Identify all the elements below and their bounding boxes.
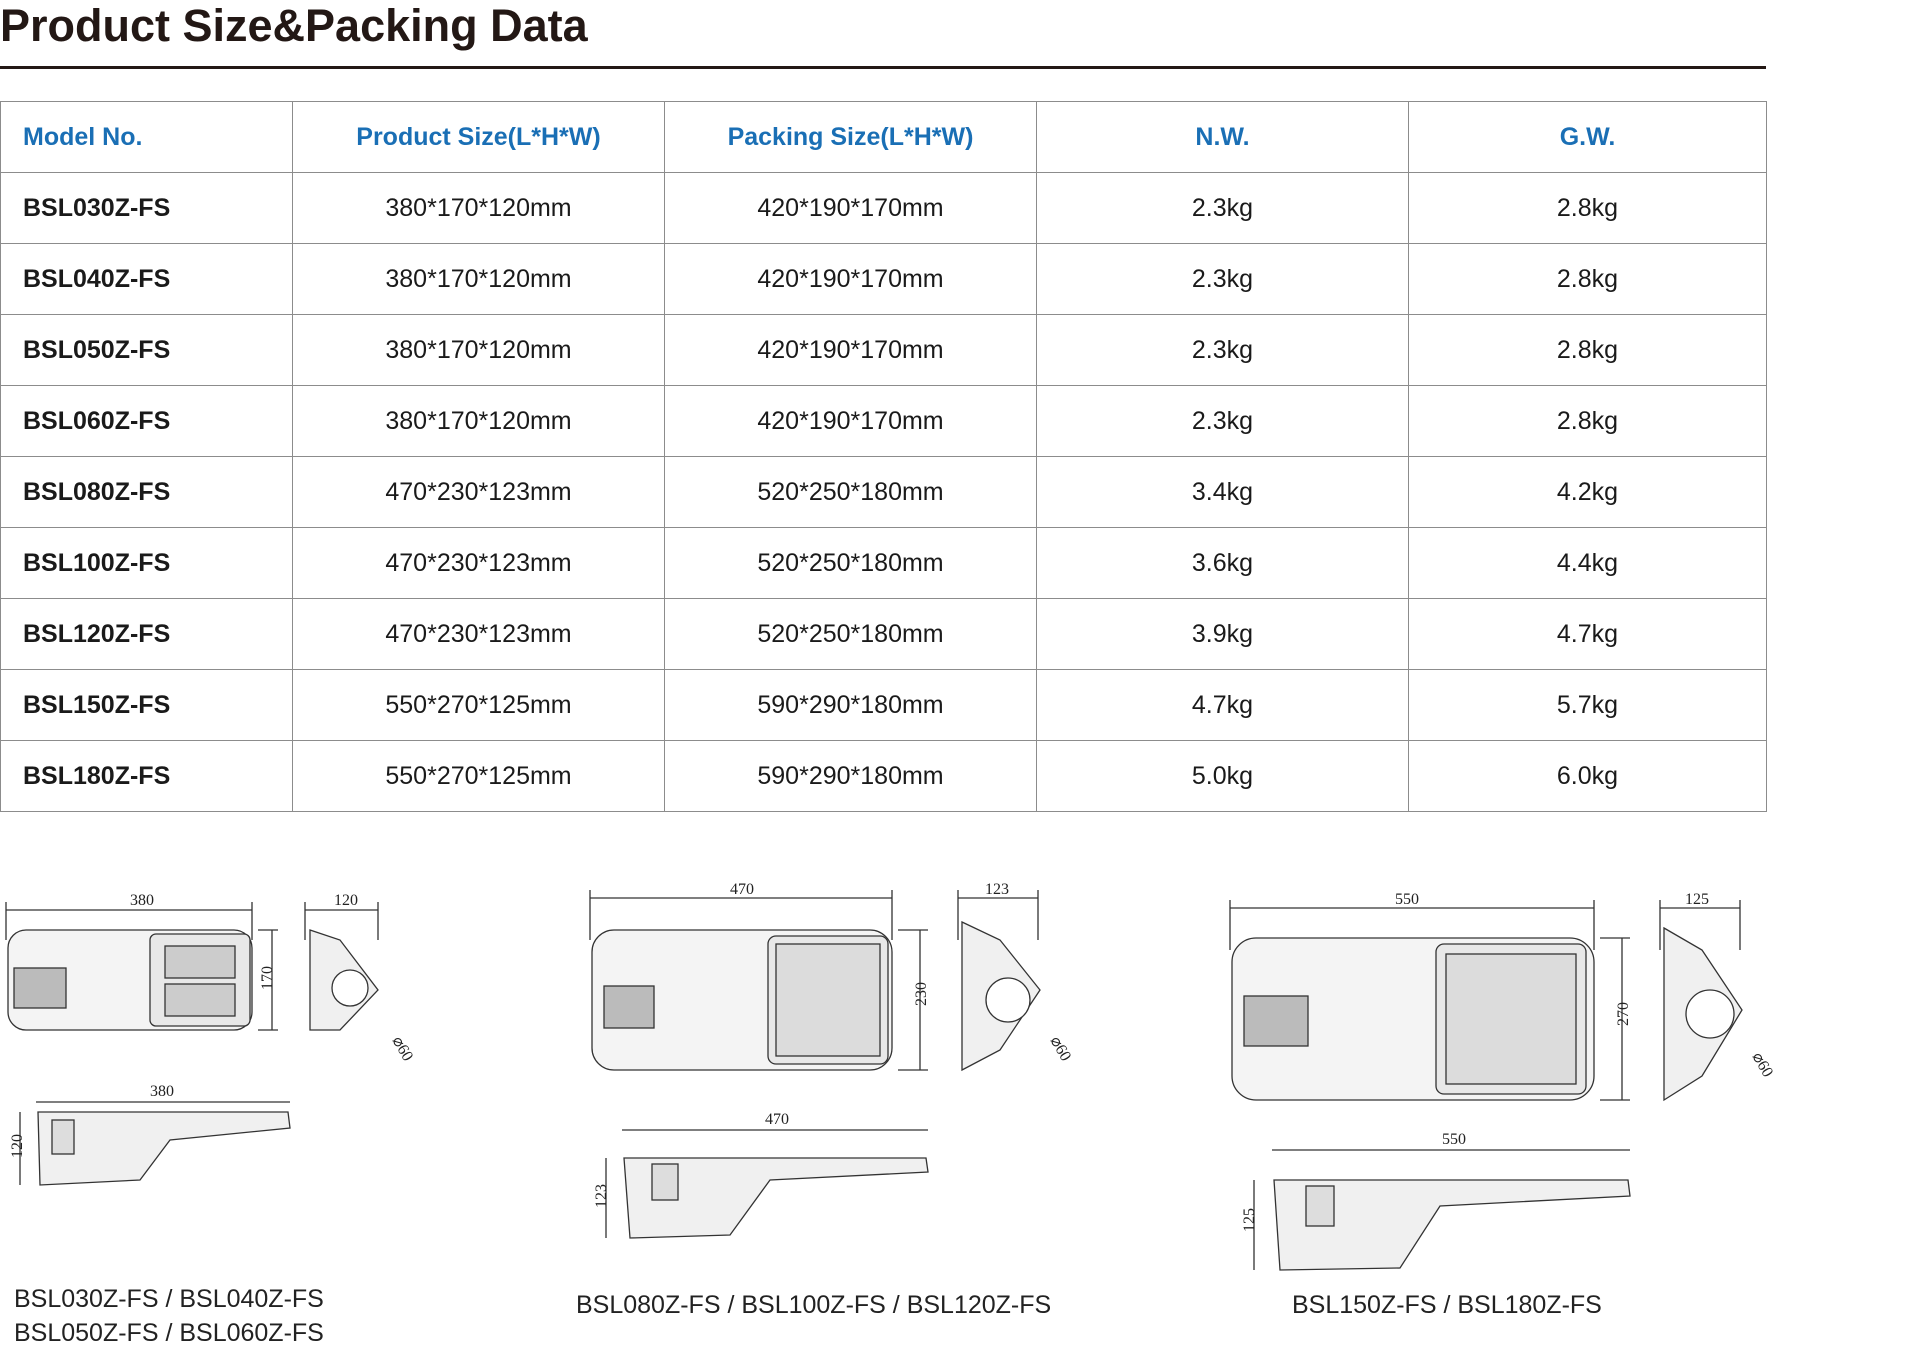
cell-net-weight: 3.4kg — [1037, 457, 1409, 528]
dim-top-length: 470 — [730, 881, 754, 898]
dim-diameter: ⌀60 — [1748, 1049, 1777, 1081]
drawing-large-model — [1220, 880, 1780, 1280]
table-row — [1, 386, 1767, 457]
cell-gross-weight: 6.0kg — [1409, 741, 1767, 812]
dim-bottom-length: 380 — [150, 1083, 174, 1100]
table-row — [1, 315, 1767, 386]
table-row — [1, 528, 1767, 599]
header-net-weight: N.W. — [1037, 102, 1409, 173]
header-model: Model No. — [1, 102, 293, 173]
cell-gross-weight: 2.8kg — [1409, 386, 1767, 457]
cell-net-weight: 2.3kg — [1037, 386, 1409, 457]
cell-model: BSL100Z-FS — [1, 528, 293, 599]
drawing-small-model — [0, 880, 420, 1280]
table-row — [1, 457, 1767, 528]
cell-model: BSL040Z-FS — [1, 244, 293, 315]
cell-net-weight: 4.7kg — [1037, 670, 1409, 741]
cell-model: BSL060Z-FS — [1, 386, 293, 457]
cell-packing-size: 420*190*170mm — [665, 173, 1037, 244]
cell-gross-weight: 4.4kg — [1409, 528, 1767, 599]
dim-diameter: ⌀60 — [1046, 1033, 1075, 1065]
cell-model: BSL030Z-FS — [1, 173, 293, 244]
title-underline — [0, 66, 1766, 69]
table-header-row — [1, 102, 1767, 173]
cell-product-size: 470*230*123mm — [293, 599, 665, 670]
dim-bottom-height: 120 — [9, 1134, 26, 1158]
caption-large-model — [1292, 1288, 1602, 1322]
drawing-medium-model — [580, 880, 1100, 1270]
cell-net-weight: 3.9kg — [1037, 599, 1409, 670]
cell-gross-weight: 2.8kg — [1409, 173, 1767, 244]
header-product-size: Product Size(L*H*W) — [293, 102, 665, 173]
caption-line: BSL080Z-FS / BSL100Z-FS / BSL120Z-FS — [576, 1291, 1052, 1319]
cell-model: BSL150Z-FS — [1, 670, 293, 741]
cell-packing-size: 590*290*180mm — [665, 670, 1037, 741]
dim-height: 230 — [913, 982, 930, 1006]
cell-model: BSL120Z-FS — [1, 599, 293, 670]
cell-net-weight: 3.6kg — [1037, 528, 1409, 599]
cell-gross-weight: 5.7kg — [1409, 670, 1767, 741]
dim-bottom-height: 123 — [593, 1184, 610, 1208]
caption-line: BSL030Z-FS / BSL040Z-FS — [14, 1285, 324, 1313]
cell-gross-weight: 4.7kg — [1409, 599, 1767, 670]
dim-bottom-length: 550 — [1442, 1131, 1466, 1148]
cell-packing-size: 420*190*170mm — [665, 315, 1037, 386]
cell-packing-size: 520*250*180mm — [665, 457, 1037, 528]
cell-gross-weight: 4.2kg — [1409, 457, 1767, 528]
cell-net-weight: 2.3kg — [1037, 315, 1409, 386]
cell-product-size: 470*230*123mm — [293, 528, 665, 599]
table-row — [1, 670, 1767, 741]
cell-product-size: 380*170*120mm — [293, 386, 665, 457]
dim-height: 270 — [1615, 1002, 1632, 1026]
cell-net-weight: 2.3kg — [1037, 173, 1409, 244]
cell-packing-size: 520*250*180mm — [665, 528, 1037, 599]
cell-model: BSL080Z-FS — [1, 457, 293, 528]
table-row — [1, 173, 1767, 244]
table-row — [1, 741, 1767, 812]
cell-model: BSL180Z-FS — [1, 741, 293, 812]
table-row — [1, 599, 1767, 670]
caption-small-model — [14, 1282, 324, 1350]
cell-net-weight: 5.0kg — [1037, 741, 1409, 812]
cell-product-size: 380*170*120mm — [293, 315, 665, 386]
cell-gross-weight: 2.8kg — [1409, 244, 1767, 315]
header-packing-size: Packing Size(L*H*W) — [665, 102, 1037, 173]
dim-side-width: 125 — [1685, 891, 1709, 908]
dim-diameter: ⌀60 — [388, 1033, 417, 1065]
cell-packing-size: 590*290*180mm — [665, 741, 1037, 812]
dim-height: 170 — [259, 966, 276, 990]
caption-line: BSL150Z-FS / BSL180Z-FS — [1292, 1291, 1602, 1319]
header-gross-weight: G.W. — [1409, 102, 1767, 173]
cell-gross-weight: 2.8kg — [1409, 315, 1767, 386]
cell-product-size: 380*170*120mm — [293, 173, 665, 244]
dim-bottom-length: 470 — [765, 1111, 789, 1128]
dim-top-length: 380 — [130, 892, 154, 909]
cell-model: BSL050Z-FS — [1, 315, 293, 386]
cell-product-size: 550*270*125mm — [293, 670, 665, 741]
cell-packing-size: 420*190*170mm — [665, 386, 1037, 457]
page-title: Product Size&Packing Data — [0, 0, 588, 51]
cell-product-size: 470*230*123mm — [293, 457, 665, 528]
spec-table — [0, 101, 1767, 812]
cell-net-weight: 2.3kg — [1037, 244, 1409, 315]
dim-side-width: 120 — [334, 892, 358, 909]
dim-bottom-height: 125 — [1241, 1208, 1258, 1232]
caption-medium-model — [576, 1288, 1051, 1322]
dim-side-width: 123 — [985, 881, 1009, 898]
dim-top-length: 550 — [1395, 891, 1419, 908]
cell-packing-size: 520*250*180mm — [665, 599, 1037, 670]
cell-packing-size: 420*190*170mm — [665, 244, 1037, 315]
caption-line: BSL050Z-FS / BSL060Z-FS — [14, 1319, 324, 1347]
cell-product-size: 550*270*125mm — [293, 741, 665, 812]
table-row — [1, 244, 1767, 315]
cell-product-size: 380*170*120mm — [293, 244, 665, 315]
